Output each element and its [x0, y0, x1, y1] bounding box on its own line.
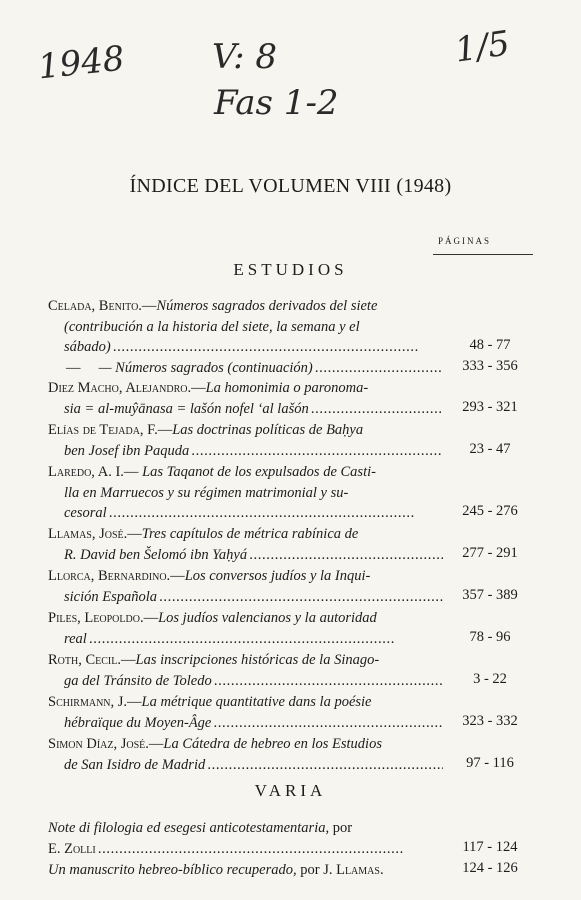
varia-entry-zolli[interactable]: [48, 818, 443, 859]
entry-pages: 97 - 116: [466, 755, 514, 771]
entry-title-cont: de San Isidro de Madrid: [64, 756, 206, 773]
entry-author: Llorca, Bernardino.—: [48, 568, 185, 584]
entry-pages: 357 - 389: [462, 587, 518, 603]
entry-title: Números sagrados derivados del siete: [156, 298, 378, 314]
entry-title-cont: lla en Marruecos y su régimen matrimonial y su-: [64, 484, 349, 501]
estudios-heading: ESTUDIOS: [233, 260, 348, 279]
entry-pages: 245 - 276: [462, 503, 518, 519]
varia-pages: 124 - 126: [462, 860, 518, 876]
toc-entry-roth[interactable]: [48, 650, 443, 691]
varia-author: J. Llamas.: [323, 862, 384, 878]
pages-column-label: PÁGINAS: [438, 236, 492, 246]
handwritten-volume: V: 8: [212, 37, 278, 77]
entry-pages: 277 - 291: [462, 545, 518, 561]
entry-title: Las Taqanot de los expulsados de Casti-: [142, 464, 376, 480]
toc-entry-schirmann[interactable]: [48, 692, 443, 733]
toc-entry-llorca[interactable]: [48, 566, 443, 607]
page-title: ÍNDICE DEL VOLUMEN VIII (1948): [129, 175, 452, 197]
entry-title-cont: sábado): [64, 339, 111, 356]
entry-author: Simon Díaz, José.—: [48, 736, 164, 752]
entry-title: Las inscripciones históricas de la Sinago-: [135, 652, 380, 668]
entry-author: Laredo, A. I.—: [48, 464, 139, 480]
toc-entry-diez-macho[interactable]: [48, 378, 443, 419]
toc-entry-llamas[interactable]: [48, 524, 443, 565]
varia-pages: 117 - 124: [462, 839, 518, 855]
entry-title-cont: hébraïque du Moyen-Âge: [64, 714, 212, 731]
entry-title-cont: ben Josef ibn Paquda: [64, 442, 190, 459]
entry-author: Roth, Cecil.—: [48, 652, 136, 668]
entry-pages: 333 - 356: [462, 358, 518, 374]
toc-entry-laredo[interactable]: [48, 462, 443, 524]
entry-title: — Números sagrados (continuación): [98, 360, 313, 376]
entry-title-cont: cesoral: [64, 505, 107, 522]
entry-author: Piles, Leopoldo.—: [48, 610, 159, 626]
handwritten-year: 1948: [36, 38, 127, 88]
entry-author: —: [66, 360, 81, 376]
entry-title-cont: real: [64, 630, 87, 647]
toc-entry-celada[interactable]: [48, 296, 443, 358]
varia-entry-llamas[interactable]: [48, 860, 443, 881]
varia-title: Un manuscrito hebreo-bíblico recuperado,: [48, 862, 297, 878]
entry-title: Las doctrinas políticas de Baḥya: [172, 422, 364, 438]
entry-author: Celada, Benito.—: [48, 298, 157, 314]
entry-title: La Cátedra de hebreo en los Estudios: [163, 736, 382, 752]
handwritten-fascicle: Fas 1-2: [214, 83, 339, 123]
entry-title-cont: ga del Tránsito de Toledo: [64, 672, 212, 689]
entry-pages: 293 - 321: [462, 399, 518, 415]
pages-column-rule: [433, 254, 533, 255]
toc-entry-piles[interactable]: [48, 608, 443, 649]
entry-author: Schirmann, J.—: [48, 694, 142, 710]
varia-by: por: [332, 820, 353, 836]
handwritten-count: 1/5: [452, 23, 513, 71]
entry-title: Los conversos judíos y la Inqui-: [184, 568, 371, 584]
entry-title-cont: sición Española: [64, 588, 158, 605]
entry-title: Los judíos valencianos y la autoridad: [158, 610, 377, 626]
entry-title-cont: R. David ben Šelomó ibn Yaḥyá: [64, 546, 248, 563]
toc-entry-simon-diaz[interactable]: [48, 734, 443, 775]
toc-entry-elias-de-tejada[interactable]: [48, 420, 443, 461]
entry-pages: 78 - 96: [469, 629, 511, 645]
entry-author: Llamas, José.—: [48, 526, 142, 542]
varia-author: E. Zolli: [48, 840, 96, 857]
entry-pages: 323 - 332: [462, 713, 518, 729]
entry-pages: 3 - 22: [473, 671, 507, 687]
entry-title: La homonimia o paronoma-: [205, 380, 369, 396]
entry-title-cont: sia = al-muŷānasa = lašón nofel ʻal lašón: [64, 400, 309, 417]
entry-title-cont: (contribución a la historia del siete, la semana y el: [64, 318, 360, 335]
varia-by: por: [300, 862, 320, 878]
toc-entry-celada-cont[interactable]: [48, 358, 443, 379]
entry-title: Tres capítulos de métrica rabínica de: [141, 526, 359, 542]
entry-author: Diez Macho, Alejandro.—: [48, 380, 206, 396]
entry-pages: 23 - 47: [469, 441, 511, 457]
entry-author: Elías de Tejada, F.—: [48, 422, 173, 438]
varia-title: Note di filologia ed esegesi anticotestamentaria,: [48, 820, 330, 836]
entry-pages: 48 - 77: [469, 337, 511, 353]
varia-heading: VARIA: [254, 781, 327, 800]
entry-title: La métrique quantitative dans la poésie: [141, 694, 372, 710]
